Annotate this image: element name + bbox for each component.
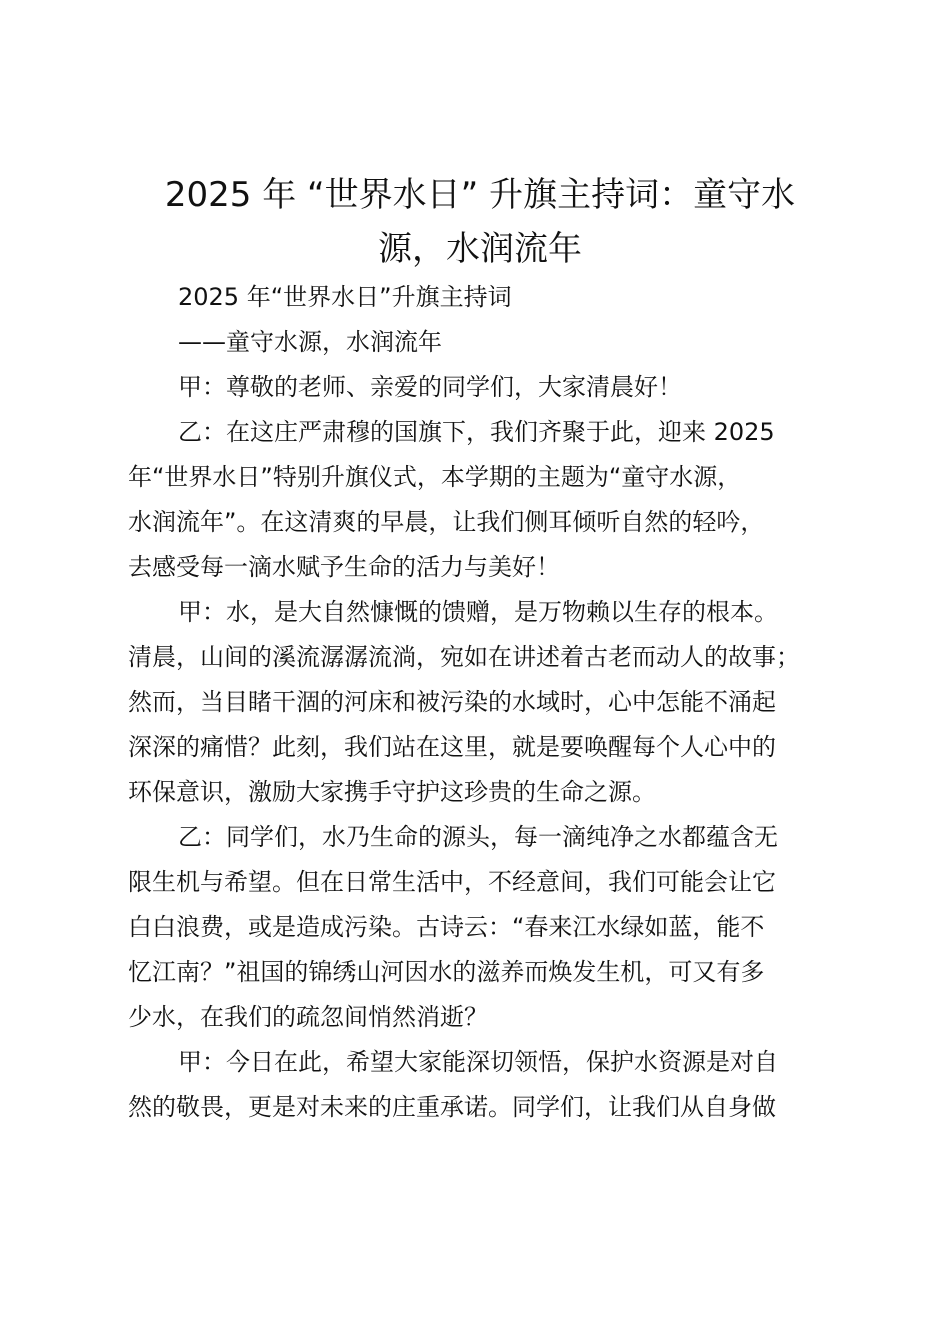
text-line: 年“世界水日”特别升旗仪式，本学期的主题为“童守水源， <box>128 463 742 491</box>
text-line: 清晨，山间的溪流潺潺流淌，宛如在讲述着古老而动人的故事； <box>128 643 800 671</box>
text-line: 乙：同学们，水乃生命的源头，每一滴纯净之水都蕴含无 <box>178 823 778 851</box>
text-line: 乙：在这庄严肃穆的国旗下，我们齐聚于此，迎来 2025 <box>178 418 775 446</box>
text-line: 2025 年“世界水日”升旗主持词 <box>178 283 512 311</box>
title-line-2: 源，水润流年 <box>378 229 582 269</box>
text-line: 然而，当目睹干涸的河床和被污染的水域时，心中怎能不涌起 <box>128 688 776 716</box>
text-line: 限生机与希望。但在日常生活中，不经意间，我们可能会让它 <box>128 868 776 896</box>
text-line: ——童守水源，水润流年 <box>178 328 442 356</box>
text-line: 忆江南？”祖国的锦绣山河因水的滋养而焕发生机，可又有多 <box>128 958 765 986</box>
text-line: 去感受每一滴水赋予生命的活力与美好！ <box>128 553 560 581</box>
text-line: 水润流年”。在这清爽的早晨，让我们侧耳倾听自然的轻吟， <box>128 508 765 536</box>
text-line: 甲：今日在此，希望大家能深切领悟，保护水资源是对自 <box>178 1048 778 1076</box>
text-line: 少水，在我们的疏忽间悄然消逝？ <box>128 1003 488 1031</box>
document-title <box>120 168 840 276</box>
text-line: 深深的痛惜？此刻，我们站在这里，就是要唤醒每个人心中的 <box>128 733 776 761</box>
text-line: 白白浪费，或是造成污染。古诗云：“春来江水绿如蓝，能不 <box>128 913 765 941</box>
text-line: 甲：尊敬的老师、亲爱的同学们，大家清晨好！ <box>178 373 682 401</box>
text-line: 然的敬畏，更是对未来的庄重承诺。同学们，让我们从自身做 <box>128 1093 776 1121</box>
document-body <box>128 275 848 1130</box>
text-line: 环保意识，激励大家携手守护这珍贵的生命之源。 <box>128 778 656 806</box>
title-line-1: 2025 年 “世界水日” 升旗主持词：童守水 <box>164 175 796 215</box>
text-line: 甲：水，是大自然慷慨的馈赠，是万物赖以生存的根本。 <box>178 598 778 626</box>
